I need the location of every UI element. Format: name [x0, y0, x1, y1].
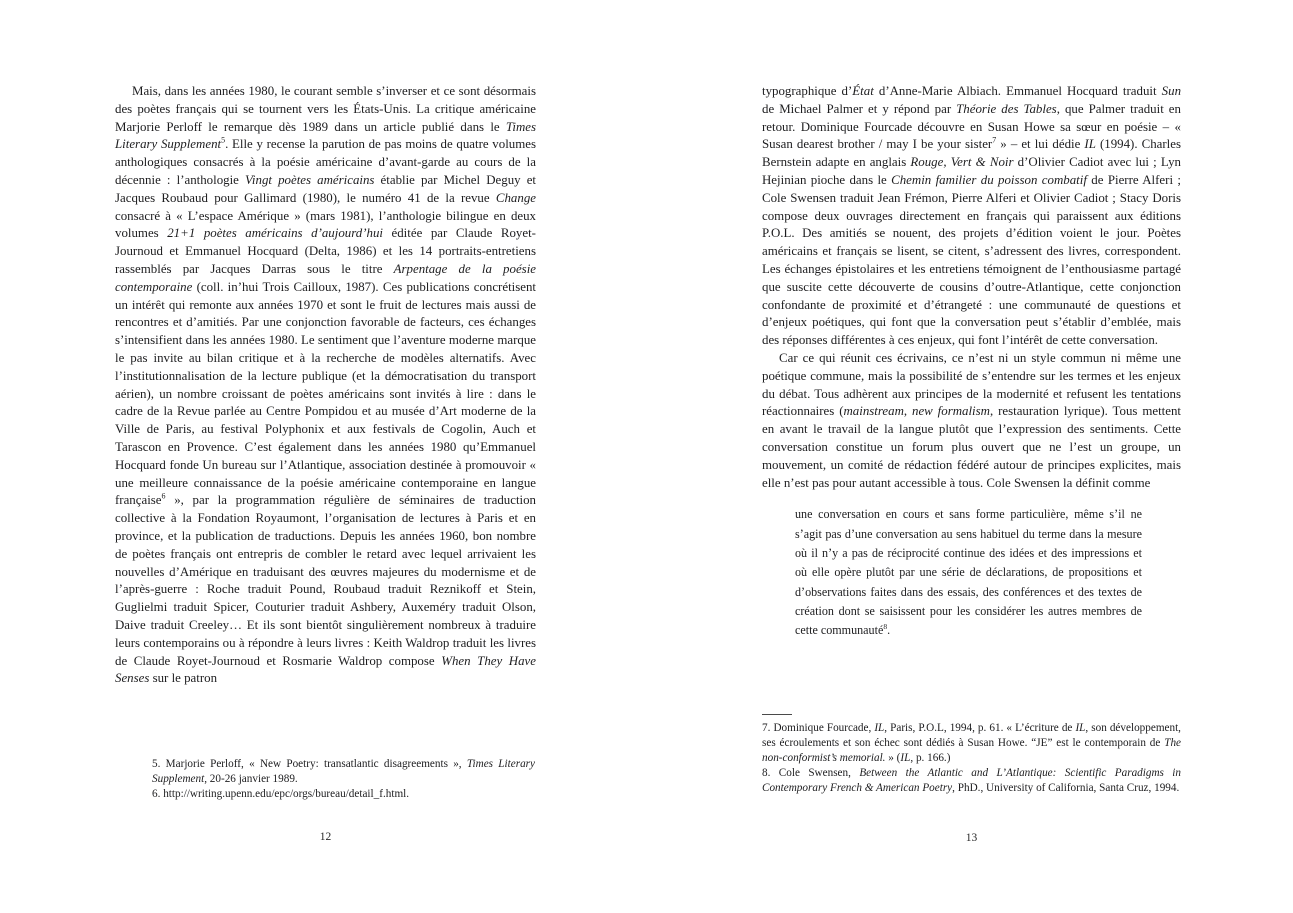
paragraph: Mais, dans les années 1980, le courant semble s’inverser et ce sont désormais des poètes français qui se tournent vers les États-Unis. La critique américaine Marjorie Perloff le remarque dès 1989 dans un article publié dans le Times Literary Supplement$^5$. Elle y recense la parution de pas moins de quatre volumes anthologiques consacrés à la poésie américaine d’avant-garde au cours de la décennie : l’anthologie Vingt poètes américains établie par Michel Deguy et Jacques Roubaud pour Gallimard (1980), le numéro 41 de la revue Change consacré à « L’espace Amérique » (mars 1981), l’anthologie bilingue en deux volumes 21+1 poètes américains d’aujourd’hui éditée par Claude Royet-Journoud et Emmanuel Hocquard (Delta, 1986) et les 14 portraits-entretiens rassemblés par Jacques Darras sous le titre Arpentage de la poésie contemporaine (coll. in’hui Trois Cailloux, 1987). Ces publications concrétisent un intérêt qui remonte aux années 1970 et sont le fruit de lectures mais aussi de rencontres et d’amitiés. Par une conjonction favorable de facteurs, ces échanges s’intensifient dans les années 1980. Le sentiment que l’aventure moderne marque le pas invite au bilan critique et à la recherche de modèles alternatifs. Avec l’institutionnalisation de la lecture publique (et la démocratisation du transport aérien), un nombre croissant de poètes américains sont invités à lire : dans le cadre de la Revue parlée au Centre Pompidou et au musée d’Art moderne de la Ville de Paris, au festival Polyphonix et aux festivals de Cogolin, Auch et Tarascon en Provence. C’est également dans les années 1980 qu’Emmanuel Hocquard fonde Un bureau sur l’Atlantique, association destinée à promouvoir « une meilleure connaissance de la poésie américaine contemporaine en langue française$^6$ », par la programmation régulière de séminaires de traduction collective à la Fondation Royaumont, l’organisation de lectures à Paris et en province, et la publication de traductions. Depuis les années 1960, bon nombre de poètes français ont entrepris de combler le retard avec lequel arrivaient les nouvelles d’Amérique en traduisant des œuvres majeures du modernisme et de l’après-guerre : Roche traduit Pound, Roubaud traduit Reznikoff et Stein, Guglielmi traduit Spicer, Couturier traduit Ashbery, Auxeméry traduit Olson, Daive traduit Creeley… Et ils sont bientôt singulièrement nombreux à traduire leurs contemporains ou à répondre à leurs livres : Keith Waldrop traduit les livres de Claude Royet-Journoud et Rosmarie Waldrop compose When They Have Senses sur le patron: [115, 84, 536, 686]
footnote: 7. Dominique Fourcade, IL, Paris, P.O.L, 1994, p. 61. « L’écriture de IL, son développement, ses écroulements et son échec sont dédiés à Susan Howe. “JE” est le contemporain de The non-conformist’s memorial. » (IL, p. 166.): [762, 722, 1181, 764]
footnote-reference: 8: [883, 622, 888, 632]
left-page-footnotes: [152, 757, 535, 802]
right-page-footnotes: [762, 721, 1181, 796]
paragraph: Car ce qui réunit ces écrivains, ce n’est ni un style commun ni même une poétique commune, mais la possibilité de s’entendre sur les termes et les enjeux du débat. Tous adhèrent aux principes de la modernité et refusent les tentations réactionnaires (mainstream, new formalism, restauration lyrique). Tous mettent en avant le travail de la langue plutôt que l’expression des sentiments. Cette conversation constitue un forum plus ouvert que ne l’est un groupe, un mouvement, un comité de rédaction fédéré autour de principes explicites, mais elle n’est pas pour autant accessible à tous. Cole Swensen la définit comme: [762, 350, 1181, 490]
footnote: 5. Marjorie Perloff, « New Poetry: transatlantic disagreements », Times Literary Supplement, 20-26 janvier 1989.: [152, 758, 535, 785]
footnote-reference: 5: [221, 136, 226, 146]
right-page-number: 13: [965, 832, 978, 844]
footnote: 6. http://writing.upenn.edu/epc/orgs/bureau/detail_f.html.: [152, 788, 410, 800]
paragraph: typographique d’État d’Anne-Marie Albiach. Emmanuel Hocquard traduit Sun de Michael Palmer et y répond par Théorie des Tables, que Palmer traduit en retour. Dominique Fourcade découvre en Susan Howe sa sœur en poésie – « Susan dearest brother / may I be your sister$^7$ » – et lui dédie IL (1994). Charles Bernstein adapte en anglais Rouge, Vert & Noir d’Olivier Cadiot avec lui ; Lyn Hejinian pioche dans le Chemin familier du poisson combatif de Pierre Alferi ; Cole Swensen traduit Jean Frémon, Pierre Alferi et Olivier Cadiot ; Stacy Doris compose deux ouvrages directement en français qui paraissent aux éditions P.O.L. Des amitiés se nouent, des projets d’édition voient le jour. Poètes américains et français se lisent, se citent, s’adressent des livres, correspondent. Les échanges épistolaires et les entretiens témoignent de l’enthousiasme partagé que suscite cette découverte de cousins d’outre-Atlantique, cette conjonction confondante de proximité et d’étrangeté : une communauté de questions et d’enjeux poétiques, qui font que la conversation peut s’établir d’emblée, mais des réponses différentes à ces enjeux, qui font l’intérêt de cette conversation.: [762, 84, 1182, 348]
footnote-reference: 6: [161, 492, 166, 502]
footnote-rule: [762, 714, 792, 715]
block-quote: une conversation en cours et sans forme particulière, même s’il ne s’agit pas d’une conversation au sens habituel du terme dans la mesure où il n’y a pas de réciprocité continue des idées et des impressions et où elle opère plutôt par une série de déclarations, de propositions et d’observations faites dans des essais, des conférences et des textes de création dont se saisissent pour les considérer les autres membres de cette communauté$^8$.: [795, 507, 1142, 638]
left-page-body: [115, 83, 536, 688]
left-page-number: 12: [319, 831, 332, 843]
footnote-reference: 7: [992, 136, 997, 146]
footnote: 8. Cole Swensen, Between the Atlantic and L’Atlantique: Scientific Paradigms in Contemporary French & American Poetry, PhD., University of California, Santa Cruz, 1994.: [762, 767, 1182, 794]
right-page-body: [762, 83, 1181, 652]
